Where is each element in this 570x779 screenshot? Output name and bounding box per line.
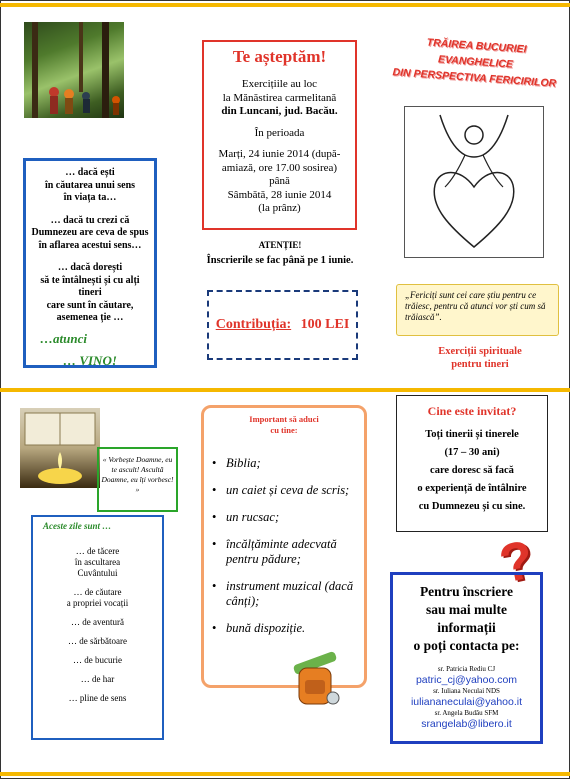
forest-hikers-photo [24, 22, 124, 118]
days-line: Cuvântului [77, 568, 118, 578]
daca-line: în căutarea unui sens [44, 179, 136, 191]
invited-title: Cine este invitat? [427, 404, 517, 418]
retreat-title-line1: TRĂIREA BUCURIEI EVANGHELICE [426, 36, 527, 71]
daca-line: în viața ta… [63, 192, 117, 203]
info-line: În perioada [254, 126, 305, 139]
invited-box [396, 395, 548, 532]
contact-heading-line: informații [437, 620, 496, 635]
contact-name: sr. Patricia Rediu CJ [437, 665, 496, 673]
contact-heading-line: Pentru înscriere [419, 584, 514, 599]
daca-line: să te întâlnești și cu alți tineri [40, 274, 140, 298]
contact-heading-line: sau mai multe [426, 602, 507, 617]
packing-item: • Biblia; [212, 456, 356, 471]
contact-email[interactable]: iuliananeculai@yahoo.it [410, 696, 523, 708]
contact-heading [397, 583, 536, 655]
subtitle-line1: Exerciții spirituale [438, 346, 522, 357]
info-line: Exercițiile au loc [241, 78, 318, 90]
prayer-quote-box [97, 447, 178, 512]
spiritual-exercises-subtitle [400, 345, 560, 371]
info-line: amiază, ore 17.00 sosirea) [221, 161, 338, 174]
invited-line: (17 – 30 ani) [444, 447, 500, 458]
contact-name: sr. Angela Budău SFM [434, 709, 499, 717]
days-line: a propriei vocații [66, 598, 129, 608]
daca-line: în aflarea acestui sens… [38, 239, 142, 251]
middle-divider [0, 388, 570, 392]
packing-item: • un caiet și ceva de scris; [212, 483, 356, 498]
wait-title: Te așteptăm! [232, 47, 327, 66]
info-line: la Mănăstirea carmelitană [222, 91, 337, 104]
bible-candle-image [20, 408, 100, 488]
days-line: … de har [80, 674, 115, 684]
registration-deadline: Înscrierile se fac până pe 1 iunie. [206, 255, 354, 266]
contribution-value: 100 LEI [300, 317, 350, 332]
atunci-text: …atunci [40, 330, 87, 346]
daca-line: care sunt în căutare, [46, 299, 134, 311]
days-line: … de bucurie [73, 655, 122, 665]
backpack-image [285, 650, 345, 710]
info-line: (la prânz) [258, 202, 301, 214]
packing-item: • instrument muzical (dacă cânți); [212, 579, 356, 609]
wait-box [202, 40, 357, 230]
contact-heading-line: o poți contacta pe: [413, 638, 520, 653]
contribution-box [207, 290, 358, 360]
packing-item: • un rucsac; [212, 510, 356, 525]
daca-line: … dacă ești [65, 167, 115, 178]
packing-list-box [201, 405, 367, 688]
days-line: … de tăcere [75, 546, 120, 556]
invited-line: care doresc să facă [430, 465, 514, 476]
attention-label: ATENȚIE! [258, 240, 302, 250]
daca-box [23, 158, 157, 368]
daca-line: … dacă dorești [57, 262, 123, 273]
info-line: până [269, 175, 290, 187]
info-line: Marți, 24 iunie 2014 (după- [218, 148, 341, 160]
invited-line: cu Dumnezeu și cu sine. [418, 501, 526, 512]
packing-item: • încălțăminte adecvată pentru pădure; [212, 537, 356, 567]
subtitle-line2: pentru tineri [451, 359, 509, 370]
daca-line: Dumnezeu are ceva de spus [31, 227, 149, 238]
daca-line: … dacă tu crezi că [50, 214, 130, 226]
contact-email[interactable]: srangelab@libero.it [421, 718, 512, 730]
contact-name: sr. Iuliana Neculai NDS [433, 687, 500, 695]
beatitude-drawing [404, 106, 544, 258]
packing-title-line1: Important să aduci [249, 414, 319, 424]
days-line: în ascultarea [74, 557, 121, 567]
packing-title-line2: cu tine: [270, 425, 298, 435]
days-line: … de căutare [73, 587, 122, 597]
packing-list [212, 456, 356, 636]
days-line: … pline de sens [68, 693, 127, 703]
info-line: din Luncani, jud. Bacău. [221, 105, 338, 117]
prayer-quote: « Vorbește Doamne, eu te ascult! Ascultă Doamne, eu îți vorbesc! » [101, 455, 174, 494]
vino-text: … VINO! [63, 353, 117, 368]
packing-title [212, 414, 356, 436]
days-line: … de sărbătoare [68, 636, 127, 646]
forest-hikers-illustration [24, 22, 124, 118]
question-mark-icon: ? [494, 529, 540, 595]
top-divider [0, 3, 570, 7]
invited-line: Toți tinerii și tinerele [425, 429, 519, 440]
heart-figure-icon [405, 107, 543, 257]
days-line: … de aventură [71, 617, 124, 627]
retreat-title-line2: DIN PERSPECTIVA FERICIRILOR [392, 66, 557, 90]
packing-item: • bună dispoziție. [212, 621, 356, 636]
invited-line: o experiență de întâlnire [417, 483, 527, 494]
daca-line: asemenea ție … [56, 312, 124, 323]
days-box [31, 515, 164, 740]
beatitude-quote: „Fericiți sunt cei care știu pentru ce trăiesc, pentru că atunci vor ști cum să trăiască”. [405, 290, 546, 322]
days-title: Aceste zile sunt … [43, 521, 112, 531]
bottom-divider [0, 772, 570, 776]
contact-box [390, 572, 543, 744]
contribution-label: Contribuția: [215, 317, 292, 332]
contact-email[interactable]: patric_cj@yahoo.com [415, 674, 518, 686]
backpack-icon [285, 650, 345, 710]
candle-icon [20, 408, 100, 488]
info-line: Sâmbătă, 28 iunie 2014 [227, 188, 332, 201]
beatitude-quote-scroll [396, 284, 559, 336]
